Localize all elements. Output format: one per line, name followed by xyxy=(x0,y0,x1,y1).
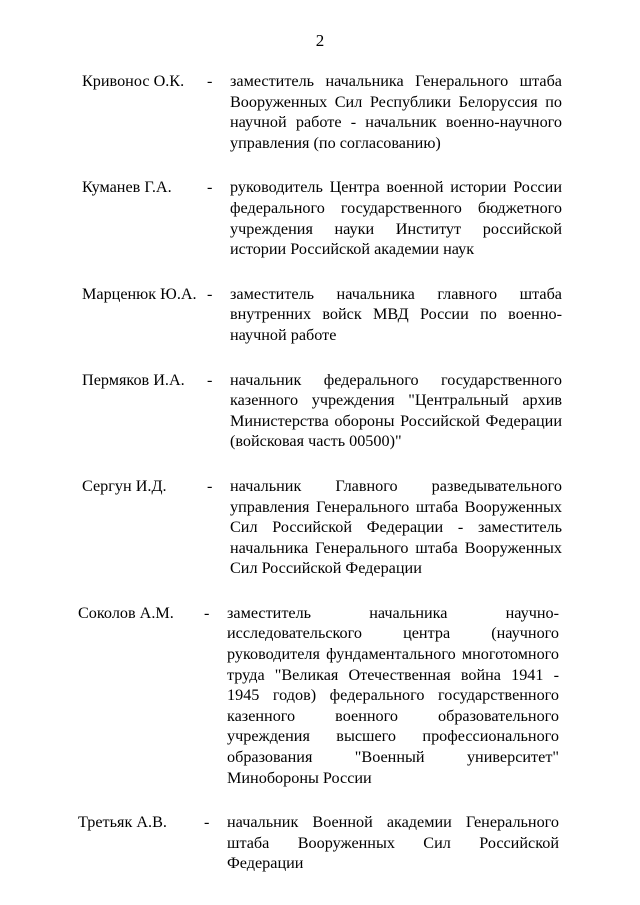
list-item xyxy=(0,476,640,579)
member-position: руководитель Центра военной истории России федерального государственного бюджетного учреждения науки Институт российской истории Российской академии наук xyxy=(230,178,562,259)
member-name: Марценюк Ю.А. xyxy=(82,284,197,303)
separator-dash: - xyxy=(207,370,213,389)
member-name: Третьяк А.В. xyxy=(78,813,167,832)
member-position: начальник федерального государственного казенного учреждения "Центральный архив Министерства обороны Российской Федерации (войсковая часть 00500)" xyxy=(230,370,562,451)
member-name: Соколов А.М. xyxy=(78,603,174,622)
member-position: начальник Главного разведывательного управления Генерального штаба Вооруженных Сил Российской Федерации - заместитель начальника Генерального штаба Вооруженных Сил Российской Федерации xyxy=(230,476,562,578)
member-position: заместитель начальника Генерального штаба Вооруженных Сил Республики Белоруссия по научной работе - начальник военно-научного управления (по согласованию) xyxy=(230,72,562,152)
list-item xyxy=(0,284,640,346)
member-list xyxy=(0,71,640,898)
list-item xyxy=(0,177,640,259)
list-item xyxy=(0,370,640,452)
member-name: Пермяков И.А. xyxy=(82,370,185,389)
member-position: заместитель начальника научно-исследовательского центра (научного руководителя фундаментального многотомного труда "Великая Отечественная война 1941 - 1945 годов) федерального государственного казенного военного образовательного учреждения высшего профессионального образования "Военный университет" Минобороны России xyxy=(227,603,559,787)
separator-dash: - xyxy=(204,603,210,622)
member-position: заместитель начальника главного штаба внутренних войск МВД России по военно-научной работе xyxy=(230,284,562,344)
page-number: 2 xyxy=(315,31,325,50)
member-name: Сергун И.Д. xyxy=(82,476,167,495)
list-item xyxy=(0,603,640,788)
separator-dash: - xyxy=(207,284,213,303)
separator-dash: - xyxy=(204,813,210,832)
member-position: начальник Военной академии Генерального штаба Вооруженных Сил Российской Федерации xyxy=(227,813,559,873)
list-item xyxy=(0,812,640,874)
separator-dash: - xyxy=(207,178,213,197)
member-name: Куманев Г.А. xyxy=(82,178,172,197)
separator-dash: - xyxy=(207,72,213,90)
member-name: Кривонос О.К. xyxy=(82,72,185,90)
separator-dash: - xyxy=(207,476,213,495)
list-item xyxy=(0,71,640,153)
